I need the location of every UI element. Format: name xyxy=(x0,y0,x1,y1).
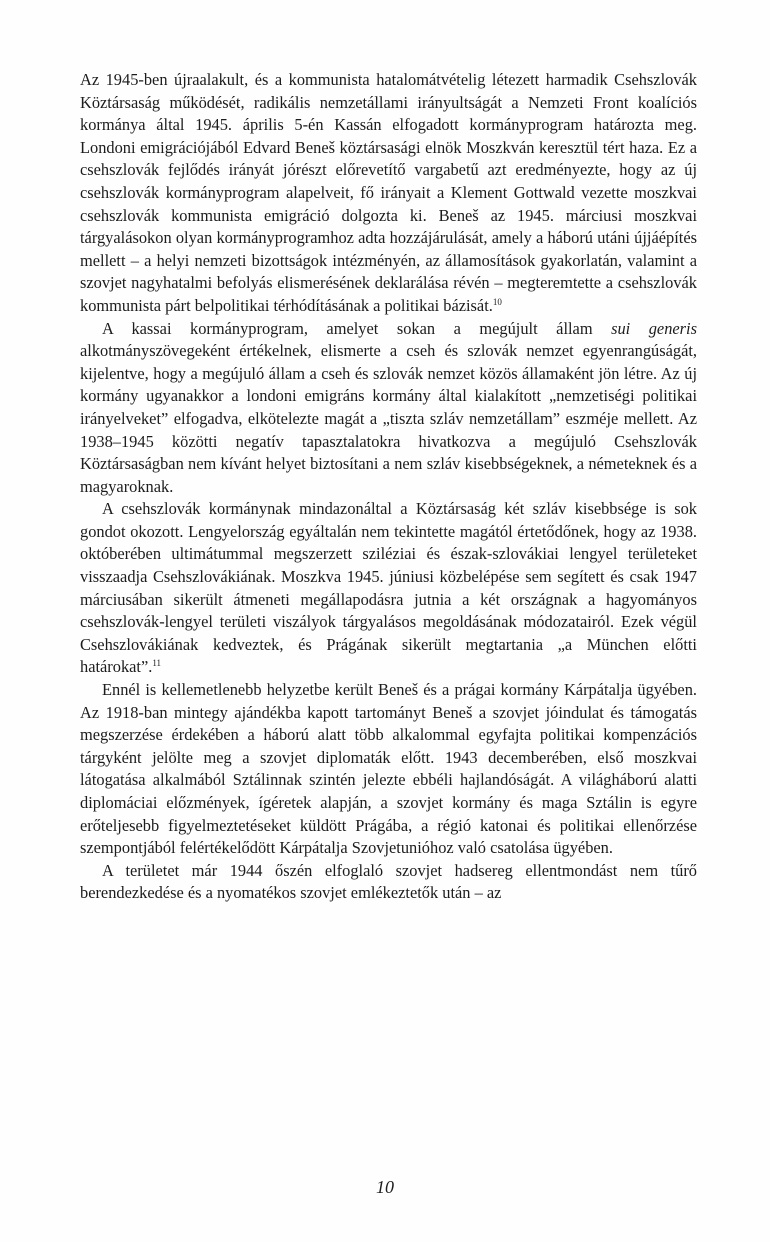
paragraph-3: A csehszlovák kormánynak mindazonáltal a Köztársaság két szláv kisebbsége is sok gondot okozott. Lengyelország egyáltalán nem tekintette magától értetődőnek, hogy az 1938. októberében ultimátummal megszerzett sziléziai és észak-szlovákiai lengyel területeket visszaadja Csehszlovákiának. Moszkva 1945. júniusi közbelépése sem segített és csak 1947 márciusában sikerült átmeneti megállapodásra jutnia a két országnak a hagyományos csehszlovák-lengyel területi viszályok tárgyalásos megoldásának módozatairól. Ezek végül Csehszlovákiának kedveztek, és Prágának sikerült megtartania „a München előtti határokat”.$^{11}$ xyxy=(80,499,697,677)
paragraph-2: A kassai kormányprogram, amelyet sokan a megújult állam sui generis alkotmányszövegeként értékelnek, elismerte a cseh és szlovák nemzet egyenrangúságát, kijelentve, hogy a megújuló állam a cseh és szlovák nemzet közös államaként jön létre. Az új kormány ugyanakkor a londoni emigráns kormány által kialakított „nemzetiségi politikai irányelveket” elfogadva, elkötelezte magát a „tiszta szláv nemzetállam” eszméje mellett. Az 1938–1945 közötti negatív tapasztalatokra hivatkozva a megújuló Csehszlovák Köztársaságban nem kívánt helyet biztosítani a nem szláv kisebbségeknek, a németeknek és a magyaroknak. xyxy=(80,318,697,496)
paragraph-5: A területet már 1944 őszén elfoglaló szovjet hadsereg ellentmondást nem tűrő berendezkedése és a nyomatékos szovjet emlékeztetők után – az xyxy=(80,860,697,903)
page-number: 10 xyxy=(376,1177,394,1197)
paragraph-4: Ennél is kellemetlenebb helyzetbe került Beneš és a prágai kormány Kárpátalja ügyében. Az 1918-ban mintegy ajándékba kapott tartományt Beneš a szovjet jóindulat és támogatás megszerzése érdekében a háború alatt több alkalommal egyfajta politikai kompenzációs tárgyként jelölte meg a szovjet diplomaták előtt. 1943 decemberében, első moszkvai látogatása alkalmából Sztálinnak szintén jelezte ebbéli hajlandóságát. A világháború alatti diplomáciai előzmények, ígéretek alapján, a szovjet kormány és maga Sztálin is egyre erőteljesebb figyelmeztetéseket küldött Prágába, a régió katonai és politikai ellenőrzése szempontjából felértékelődött Kárpátalja Szovjetunióhoz való csatolása ügyében. xyxy=(80,680,697,858)
emphasis-sui-generis: sui generis xyxy=(611,318,697,338)
footnote-ref-10[interactable]: 10 xyxy=(492,296,502,307)
footnote-ref-11[interactable]: 11 xyxy=(152,658,162,669)
body-text xyxy=(80,69,697,905)
paragraph-1: Az 1945-ben újraalakult, és a kommunista hatalomátvételig létezett harmadik Csehszlovák Köztársaság működését, radikális nemzetállami irányultságát a Nemzeti Front koalíciós kormánya által 1945. április 5-én Kassán elfogadott kormányprogram határozta meg. Londoni emigrációjából Edvard Beneš köztársasági elnök Moszkván keresztül tért haza. Ez a csehszlovák fejlődés irányát jórészt előrevetítő vargabetű azt eredményezte, hogy az új csehszlovák kormányprogram alapelveit, fő irányait a Klement Gottwald vezette moszkvai csehszlovák kommunista emigráció dolgozta ki. Beneš az 1945. márciusi moszkvai tárgyalásokon olyan kormányprogramhoz adta hozzájárulását, amely a háború utáni újjáépítés mellett – a helyi nemzeti bizottságok intézményén, az államosítások gyakorlatán, valamint a szovjet nagyhatalmi befolyás elismerésének deklarálása révén – megteremtette a csehszlovák kommunista párt belpolitikai térhódításának a politikai bázisát.$^{10}$ xyxy=(80,70,697,315)
